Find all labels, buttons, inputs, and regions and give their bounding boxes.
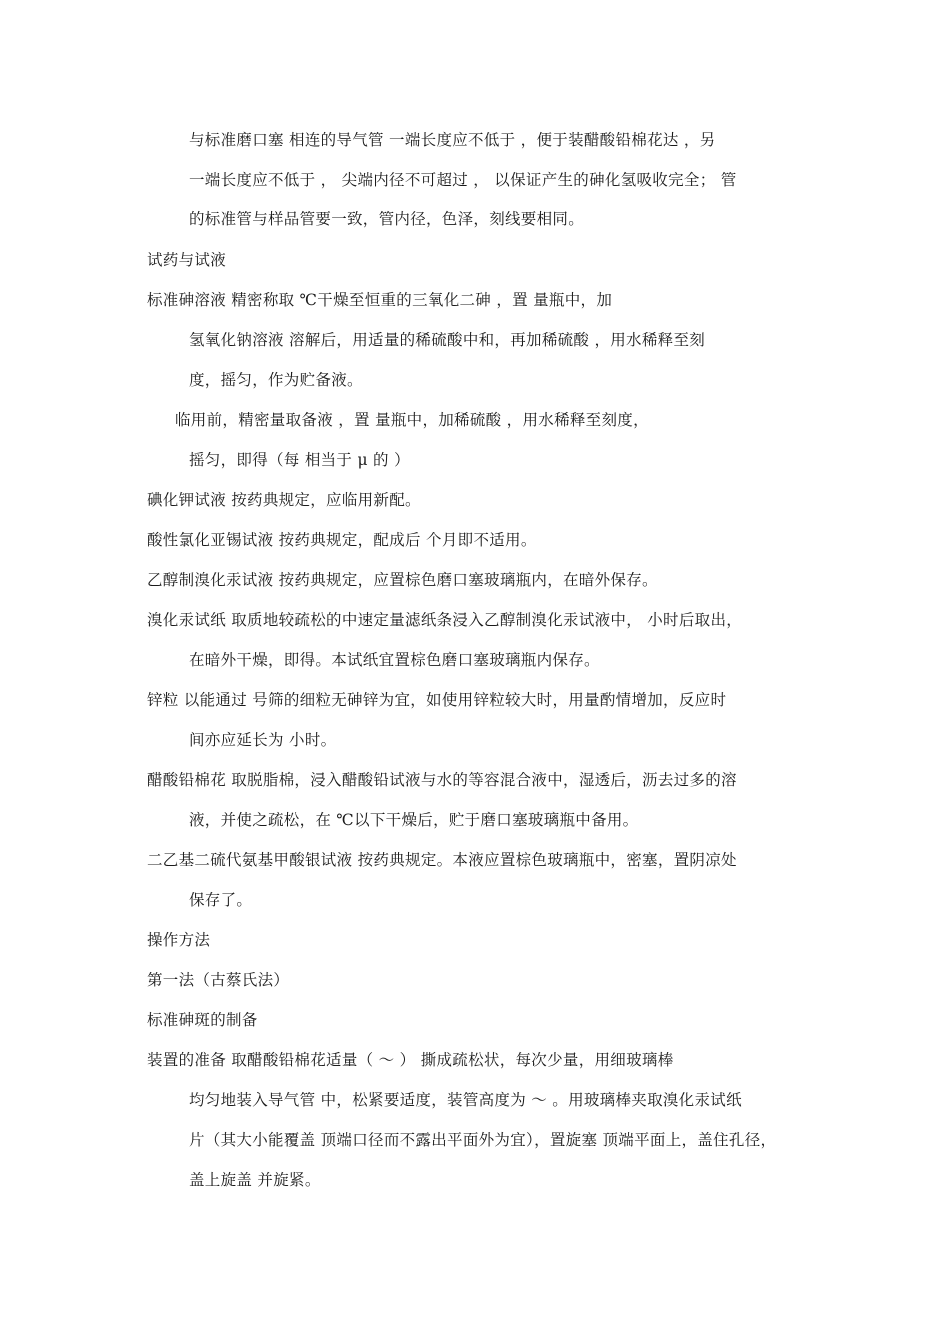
list-item: 乙醇制溴化汞试液 按药典规定，应置棕色磨口塞玻璃瓶内，在暗外保存。 bbox=[147, 571, 658, 589]
paragraph-line: 盖上旋盖 并旋紧。 bbox=[189, 1171, 321, 1189]
paragraph-line: 度，摇匀，作为贮备液。 bbox=[189, 371, 363, 389]
paragraph-line: 保存了。 bbox=[189, 891, 253, 909]
list-item: 标准砷溶液 精密称取 ℃干燥至恒重的三氧化二砷 ，置 量瓶中，加 bbox=[147, 291, 613, 309]
paragraph-line: 与标准磨口塞 相连的导气管 一端长度应不低于 ，便于装醋酸铅棉花达 ，另 bbox=[189, 131, 716, 149]
paragraph-line: 液，并使之疏松，在 ℃以下干燥后，贮于磨口塞玻璃瓶中备用。 bbox=[189, 811, 639, 829]
paragraph-line: 片（其大小能覆盖 顶端口径而不露出平面外为宜），置旋塞 顶端平面上，盖住孔径， bbox=[189, 1131, 777, 1149]
list-item: 锌粒 以能通过 号筛的细粒无砷锌为宜，如使用锌粒较大时，用量酌情增加，反应时 bbox=[147, 691, 727, 709]
list-item: 醋酸铅棉花 取脱脂棉，浸入醋酸铅试液与水的等容混合液中，湿透后，沥去过多的溶 bbox=[147, 771, 737, 789]
section-heading: 操作方法 bbox=[147, 931, 211, 949]
list-item: 二乙基二硫代氨基甲酸银试液 按药典规定。本液应置棕色玻璃瓶中，密塞，置阴凉处 bbox=[147, 851, 737, 869]
paragraph-line: 的标准管与样品管要一致，管内径，色泽，刻线要相同。 bbox=[189, 210, 585, 228]
paragraph-line: 临用前，精密量取备液 ，置 量瓶中，加稀硫酸 ，用水稀释至刻度， bbox=[175, 411, 649, 429]
subsection-heading: 第一法（古蔡氏法） bbox=[147, 971, 290, 989]
paragraph-line: 一端长度应不低于 ， 尖端内径不可超过 ， 以保证产生的砷化氢吸收完全； 管 bbox=[189, 171, 737, 189]
list-item: 装置的准备 取醋酸铅棉花适量（ ～ ） 撕成疏松状，每次少量，用细玻璃棒 bbox=[147, 1051, 674, 1069]
paragraph-line: 在暗外干燥，即得。本试纸宜置棕色磨口塞玻璃瓶内保存。 bbox=[189, 651, 600, 669]
paragraph-line: 间亦应延长为 小时。 bbox=[189, 731, 337, 749]
section-heading: 试药与试液 bbox=[147, 251, 227, 269]
list-item: 酸性氯化亚锡试液 按药典规定，配成后 个月即不适用。 bbox=[147, 531, 537, 549]
paragraph-line: 均匀地装入导气管 中，松紧要适度，装管高度为 ～ 。用玻璃棒夹取溴化汞试纸 bbox=[189, 1091, 742, 1109]
list-item: 碘化钾试液 按药典规定，应临用新配。 bbox=[147, 491, 421, 509]
subsection-heading: 标准砷斑的制备 bbox=[147, 1011, 258, 1029]
paragraph-line: 氢氧化钠溶液 溶解后，用适量的稀硫酸中和，再加稀硫酸 ，用水稀释至刻 bbox=[189, 331, 706, 349]
paragraph-line: 摇匀，即得（每 相当于 μ 的 ） bbox=[189, 451, 410, 469]
list-item: 溴化汞试纸 取质地较疏松的中速定量滤纸条浸入乙醇制溴化汞试液中， 小时后取出， bbox=[147, 611, 743, 629]
